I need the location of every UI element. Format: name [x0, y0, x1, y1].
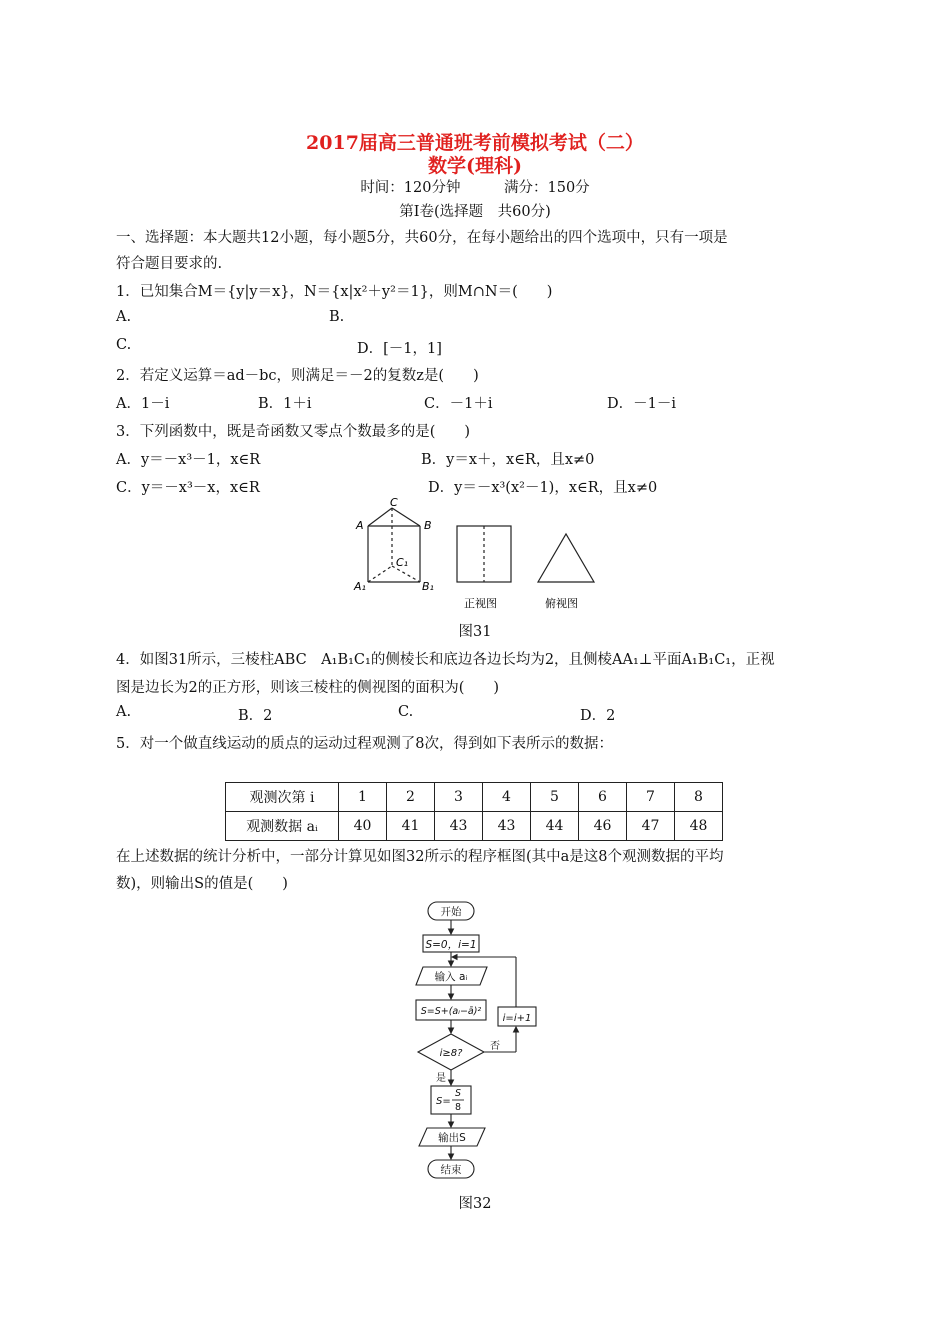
front-view-label: 正视图: [464, 597, 497, 610]
q2-stem: 2．若定义运算＝ad－bc，则满足＝－2的复数z是( ): [116, 368, 479, 384]
q1-option-c: C.: [116, 337, 132, 353]
table-cell: 2: [387, 783, 435, 812]
q4-line2: 图是边长为2的正方形，则该三棱柱的侧视图的面积为( ): [116, 680, 500, 696]
q3-option-a: A．y＝－x³－1，x∈R: [116, 452, 261, 468]
label-c: C: [390, 496, 398, 509]
table-cell: 8: [675, 783, 723, 812]
exam-title: 2017届高三普通班考前模拟考试（二）: [306, 132, 644, 154]
time-info: 时间：120分钟 满分：150分: [360, 180, 590, 196]
front-view-drawing: [457, 526, 511, 582]
section-heading: 第Ⅰ卷(选择题 共60分): [399, 204, 551, 220]
table-cell: 43: [435, 812, 483, 841]
q2-option-b: B．1＋i: [258, 396, 312, 412]
instructions-line2: 符合题目要求的.: [116, 256, 223, 272]
q3-stem: 3．下列函数中，既是奇函数又零点个数最多的是( ): [116, 424, 471, 440]
q4-option-a: A.: [116, 704, 132, 720]
table-cell: 46: [579, 812, 627, 841]
flowchart-figure-32: [400, 895, 550, 1195]
table-cell: 48: [675, 812, 723, 841]
q2-option-a: A．1－i: [116, 396, 170, 412]
observation-table: [225, 782, 723, 841]
row-header: 观测次第 i: [226, 783, 339, 812]
assign-denominator: 8: [454, 1102, 462, 1113]
input-label: 输入 aᵢ: [434, 971, 468, 983]
q2-option-c: C．－1＋i: [424, 396, 493, 412]
q4-line1: 4．如图31所示，三棱柱ABC A₁B₁C₁的侧棱长和底边各边长均为2，且侧棱AA₁⊥平面A₁B₁C₁，正视: [116, 652, 775, 668]
top-view-label: 俯视图: [545, 597, 578, 610]
q1-option-a: A.: [116, 309, 132, 325]
table-cell: 6: [579, 783, 627, 812]
q5-stem: 5．对一个做直线运动的质点的运动过程观测了8次，得到如下表所示的数据：: [116, 736, 613, 752]
q1-option-d: D．[－1，1]: [357, 341, 442, 357]
figure-31-caption: 图31: [458, 624, 492, 640]
start-label: 开始: [440, 906, 462, 918]
table-cell: 4: [483, 783, 531, 812]
label-b: B: [424, 519, 432, 532]
table-cell: 1: [339, 783, 387, 812]
table-cell: 41: [387, 812, 435, 841]
assign-left-label: S=: [436, 1096, 451, 1107]
init-label: S=0，i=1: [425, 939, 477, 951]
q3-option-b: B．y＝x＋，x∈R，且x≠0: [421, 452, 595, 468]
q3-option-d: D．y＝－x³(x²－1)，x∈R，且x≠0: [428, 480, 658, 496]
instructions-line1: 一、选择题：本大题共12小题，每小题5分，共60分，在每小题给出的四个选项中，只有一项是: [116, 230, 728, 246]
q3-option-c: C．y＝－x³－x，x∈R: [116, 480, 260, 496]
q4-option-d: D．2: [580, 708, 616, 724]
q2-option-d: D．－1－i: [607, 396, 676, 412]
table-cell: 7: [627, 783, 675, 812]
table-row: [226, 812, 723, 841]
figure-31: [350, 496, 600, 616]
end-label: 结束: [440, 1164, 462, 1176]
no-label: 否: [490, 1041, 500, 1052]
exam-subject: 数学(理科): [428, 155, 522, 177]
label-a: A: [356, 519, 364, 532]
update-label: S=S+(aᵢ−ā)²: [420, 1006, 482, 1017]
assign-numerator: S: [454, 1088, 462, 1099]
table-cell: 47: [627, 812, 675, 841]
figure-32-caption: 图32: [458, 1196, 492, 1212]
label-c1: C₁: [396, 556, 409, 569]
table-cell: 44: [531, 812, 579, 841]
label-b1: B₁: [422, 580, 434, 593]
decision-label: i≥8?: [439, 1048, 463, 1059]
table-cell: 40: [339, 812, 387, 841]
q5-after-line1: 在上述数据的统计分析中，一部分计算见如图32所示的程序框图(其中a是这8个观测数据的平均: [116, 849, 724, 865]
q4-option-b: B．2: [238, 708, 273, 724]
increment-label: i=i+1: [502, 1013, 532, 1024]
q1-option-b: B.: [329, 309, 345, 325]
yes-label: 是: [436, 1073, 446, 1084]
table-cell: 3: [435, 783, 483, 812]
table-cell: 5: [531, 783, 579, 812]
output-label: 输出S: [438, 1132, 466, 1144]
table-cell: 43: [483, 812, 531, 841]
q1-stem: 1．已知集合M＝{y|y＝x}，N＝{x|x²＋y²＝1}，则M∩N＝( ): [116, 284, 553, 300]
q4-option-c: C.: [398, 704, 414, 720]
q5-after-line2: 数)，则输出S的值是( ): [116, 876, 288, 892]
table-row: [226, 783, 723, 812]
label-a1: A₁: [354, 580, 366, 593]
prism-drawing: [368, 508, 420, 582]
top-view-drawing: [538, 534, 594, 582]
row-header: 观测数据 aᵢ: [226, 812, 339, 841]
